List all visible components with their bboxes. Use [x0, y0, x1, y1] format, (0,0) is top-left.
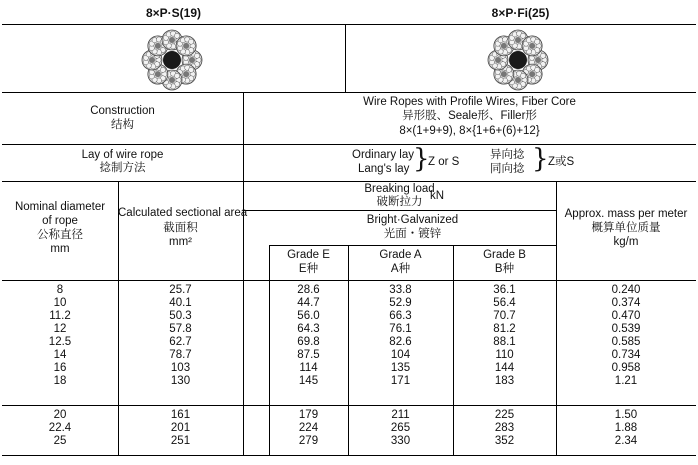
col-diameter-zh: 公称直径	[37, 229, 83, 241]
table-cell: 11.2	[49, 310, 71, 322]
table-cell: 279	[298, 435, 319, 447]
table-cell: 57.8	[169, 323, 192, 335]
col-diameter-en-2: of rope	[42, 215, 78, 227]
table-cell: 0.539	[611, 323, 641, 335]
col-grade-e-en: Grade E	[287, 249, 330, 261]
table-cell: 1.50	[614, 409, 638, 421]
table-rule	[243, 210, 556, 211]
table-rule	[2, 92, 696, 93]
table-cell: 114	[299, 362, 318, 374]
table-cell: 144	[494, 362, 515, 374]
table-rule	[2, 280, 696, 281]
table-cell: 110	[495, 349, 514, 361]
lay-ordinary-en: Ordinary lay	[352, 149, 414, 161]
table-cell: 78.7	[169, 349, 192, 361]
table-cell: 88.1	[493, 336, 516, 348]
table-rule	[345, 24, 346, 93]
construction-value-1: Wire Ropes with Profile Wires, Fiber Core	[363, 96, 576, 108]
construction-value-3: 8×(1+9+9), 8×{1+6+(6)+12}	[399, 125, 540, 137]
table-cell: 50.3	[169, 310, 192, 322]
table-cell: 20	[53, 409, 67, 421]
col-breaking-en: Breaking load	[364, 183, 435, 195]
construction-value-2: 异形股、Seale形、Filler形	[402, 110, 537, 122]
table-cell: 12.5	[48, 336, 72, 348]
table-cell: 352	[494, 435, 515, 447]
lay-langs-en: Lang's lay	[358, 163, 410, 175]
table-cell: 69.8	[297, 336, 320, 348]
table-cell: 66.3	[389, 310, 412, 322]
table-cell: 224	[298, 422, 319, 434]
col-breaking-zh: 破断拉力	[376, 196, 423, 208]
table-rule	[2, 24, 696, 25]
table-cell: 40.1	[169, 297, 192, 309]
table-rule	[2, 144, 696, 145]
table-cell: 161	[170, 409, 191, 421]
col-bright-zh: 光面・镀锌	[383, 228, 442, 240]
table-cell: 265	[390, 422, 411, 434]
brace-icon: }	[532, 144, 549, 174]
table-cell: 36.1	[493, 284, 516, 296]
table-cell: 201	[170, 422, 191, 434]
construction-label-en: Construction	[90, 105, 155, 117]
table-cell: 28.6	[297, 284, 320, 296]
table-cell: 103	[170, 362, 191, 374]
table-rule	[2, 455, 696, 456]
table-cell: 12	[53, 323, 67, 335]
table-cell: 76.1	[389, 323, 412, 335]
table-cell: 0.958	[611, 362, 641, 374]
table-cell: 135	[390, 362, 411, 374]
col-mass-zh: 概算单位质量	[591, 222, 661, 234]
table-cell: 16	[53, 362, 67, 374]
table-cell: 0.470	[611, 310, 641, 322]
table-rule	[243, 181, 244, 455]
table-cell: 130	[170, 375, 191, 387]
table-cell: 44.7	[297, 297, 320, 309]
table-cell: 22.4	[48, 422, 72, 434]
table-cell: 0.734	[611, 349, 641, 361]
table-cell: 0.240	[611, 284, 641, 296]
lay-z-or-s-en: Z or S	[428, 156, 460, 168]
col-mass-unit: kg/m	[613, 236, 639, 248]
col-grade-b-en: Grade B	[483, 249, 526, 261]
table-cell: 251	[170, 435, 191, 447]
table-cell: 225	[494, 409, 515, 421]
table-cell: 25.7	[169, 284, 192, 296]
table-cell: 87.5	[297, 349, 320, 361]
table-cell: 330	[390, 435, 411, 447]
col-area-zh: 截面积	[163, 222, 198, 234]
table-rule	[269, 245, 556, 246]
col-area-en: Calculated sectional area	[118, 207, 248, 219]
table-cell: 18	[53, 375, 67, 387]
table-cell: 171	[390, 375, 411, 387]
col-diameter-unit: mm	[50, 243, 70, 255]
table-rule	[2, 181, 696, 182]
table-cell: 211	[391, 409, 410, 421]
table-cell: 33.8	[389, 284, 412, 296]
table-cell: 8	[56, 284, 64, 296]
table-cell: 145	[298, 375, 319, 387]
table-cell: 0.585	[611, 336, 641, 348]
lay-langs-zh: 同向捻	[490, 163, 525, 175]
col-area-unit: mm²	[169, 236, 192, 248]
table-cell: 1.21	[614, 375, 638, 387]
col-diameter-en-1: Nominal diameter	[14, 201, 106, 213]
table-cell: 0.374	[611, 297, 641, 309]
table-cell: 52.9	[389, 297, 412, 309]
table-cell: 179	[298, 409, 319, 421]
table-cell: 25	[53, 435, 67, 447]
rope-cross-section-left-icon	[141, 29, 203, 91]
table-cell: 2.34	[614, 435, 638, 447]
table-cell: 183	[494, 375, 515, 387]
rope-cross-section-right-icon	[487, 29, 549, 91]
lay-ordinary-zh: 异向捻	[490, 149, 525, 161]
col-grade-b-zh: B种	[494, 263, 515, 275]
table-cell: 14	[53, 349, 67, 361]
table-rule	[2, 405, 696, 406]
table-cell: 70.7	[493, 310, 516, 322]
table-cell: 1.88	[614, 422, 638, 434]
col-bright-en: Bright·Galvanized	[366, 214, 459, 226]
table-cell: 56.4	[493, 297, 516, 309]
table-cell: 62.7	[169, 336, 192, 348]
col-grade-a-en: Grade A	[379, 249, 422, 261]
lay-label-zh: 捻制方法	[99, 162, 146, 174]
rope-title-left: 8×P·S(19)	[145, 6, 202, 20]
lay-z-or-s-zh: Z或S	[548, 156, 575, 168]
table-cell: 283	[494, 422, 515, 434]
table-cell: 64.3	[297, 323, 320, 335]
table-cell: 56.0	[297, 310, 320, 322]
col-grade-e-zh: E种	[298, 263, 319, 275]
table-cell: 10	[53, 297, 67, 309]
construction-label-zh: 结构	[111, 119, 134, 131]
table-cell: 104	[390, 349, 411, 361]
lay-label-en: Lay of wire rope	[81, 149, 164, 161]
rope-title-right: 8×P·Fi(25)	[491, 6, 550, 20]
brace-icon: }	[413, 144, 430, 174]
table-cell: 81.2	[493, 323, 516, 335]
col-breaking-unit: kN	[430, 190, 445, 202]
table-cell: 82.6	[389, 336, 412, 348]
col-mass-en: Approx. mass per meter	[564, 208, 688, 220]
col-grade-a-zh: A种	[390, 263, 411, 275]
